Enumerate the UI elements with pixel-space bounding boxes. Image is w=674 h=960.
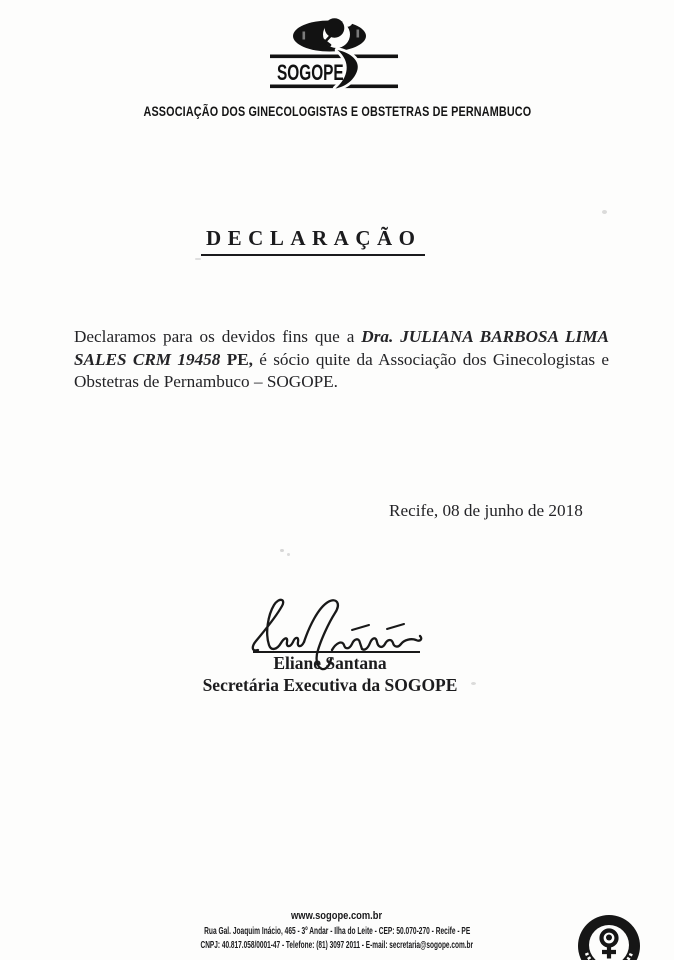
paragraph-line-3: [74, 371, 609, 394]
scan-artifact: [602, 210, 607, 214]
signatory-role: Secretária Executiva da SOGOPE: [202, 675, 458, 695]
footer-website-line: [0, 910, 674, 922]
doctor-name-bold: Dra. JULIANA BARBOSA LIMA: [361, 327, 609, 346]
sogope-logo-icon: [266, 10, 400, 94]
doctor-name-bold: SALES CRM 19458: [74, 349, 221, 369]
body-text-segment: Declaramos para os devidos fins que a: [74, 327, 362, 346]
association-name-text: ASSOCIAÇÃO DOS GINECOLOGISTAS E OBSTETRAS DE PERNAMBUCO: [143, 104, 531, 119]
declaration-paragraph: [74, 326, 609, 394]
logo-wordmark: SOGOPE: [277, 61, 344, 86]
signatory-name: Eliane Santana: [273, 653, 387, 673]
body-text-segment: é sócio quite da Associação dos Ginecologistas e: [252, 349, 609, 369]
footer-address-line: [0, 925, 674, 937]
women-health-seal-icon: [576, 912, 642, 960]
scan-artifact: [471, 682, 476, 685]
place-and-date-line: Recife, 08 de junho de 2018: [389, 501, 583, 520]
footer-website-text: www.sogope.com.br: [291, 910, 383, 922]
footer-address-text: Rua Gal. Joaquim Inácio, 465 - 3º Andar - Ilha do Leite - CEP: 50.070-270 - Recife - PE: [203, 925, 471, 937]
footer-cnpj-line: [0, 939, 674, 951]
scan-artifact: [280, 549, 284, 552]
scan-artifact: [287, 553, 290, 556]
document-title: DECLARAÇÃO: [201, 226, 425, 256]
footer-cnpj-text: CNPJ: 40.817.058/0001-47 - Telefone: (81) 3097 2011 - E-mail: secretaria@sogope.com.br: [200, 939, 474, 951]
paragraph-line-2: [74, 349, 609, 372]
association-name-line: [0, 103, 674, 120]
state-abbrev-bold: PE,: [220, 349, 253, 369]
scan-artifact: [195, 258, 201, 260]
paragraph-line-1: [74, 326, 609, 349]
body-text-segment: Obstetras de Pernambuco – SOGOPE.: [74, 372, 338, 392]
